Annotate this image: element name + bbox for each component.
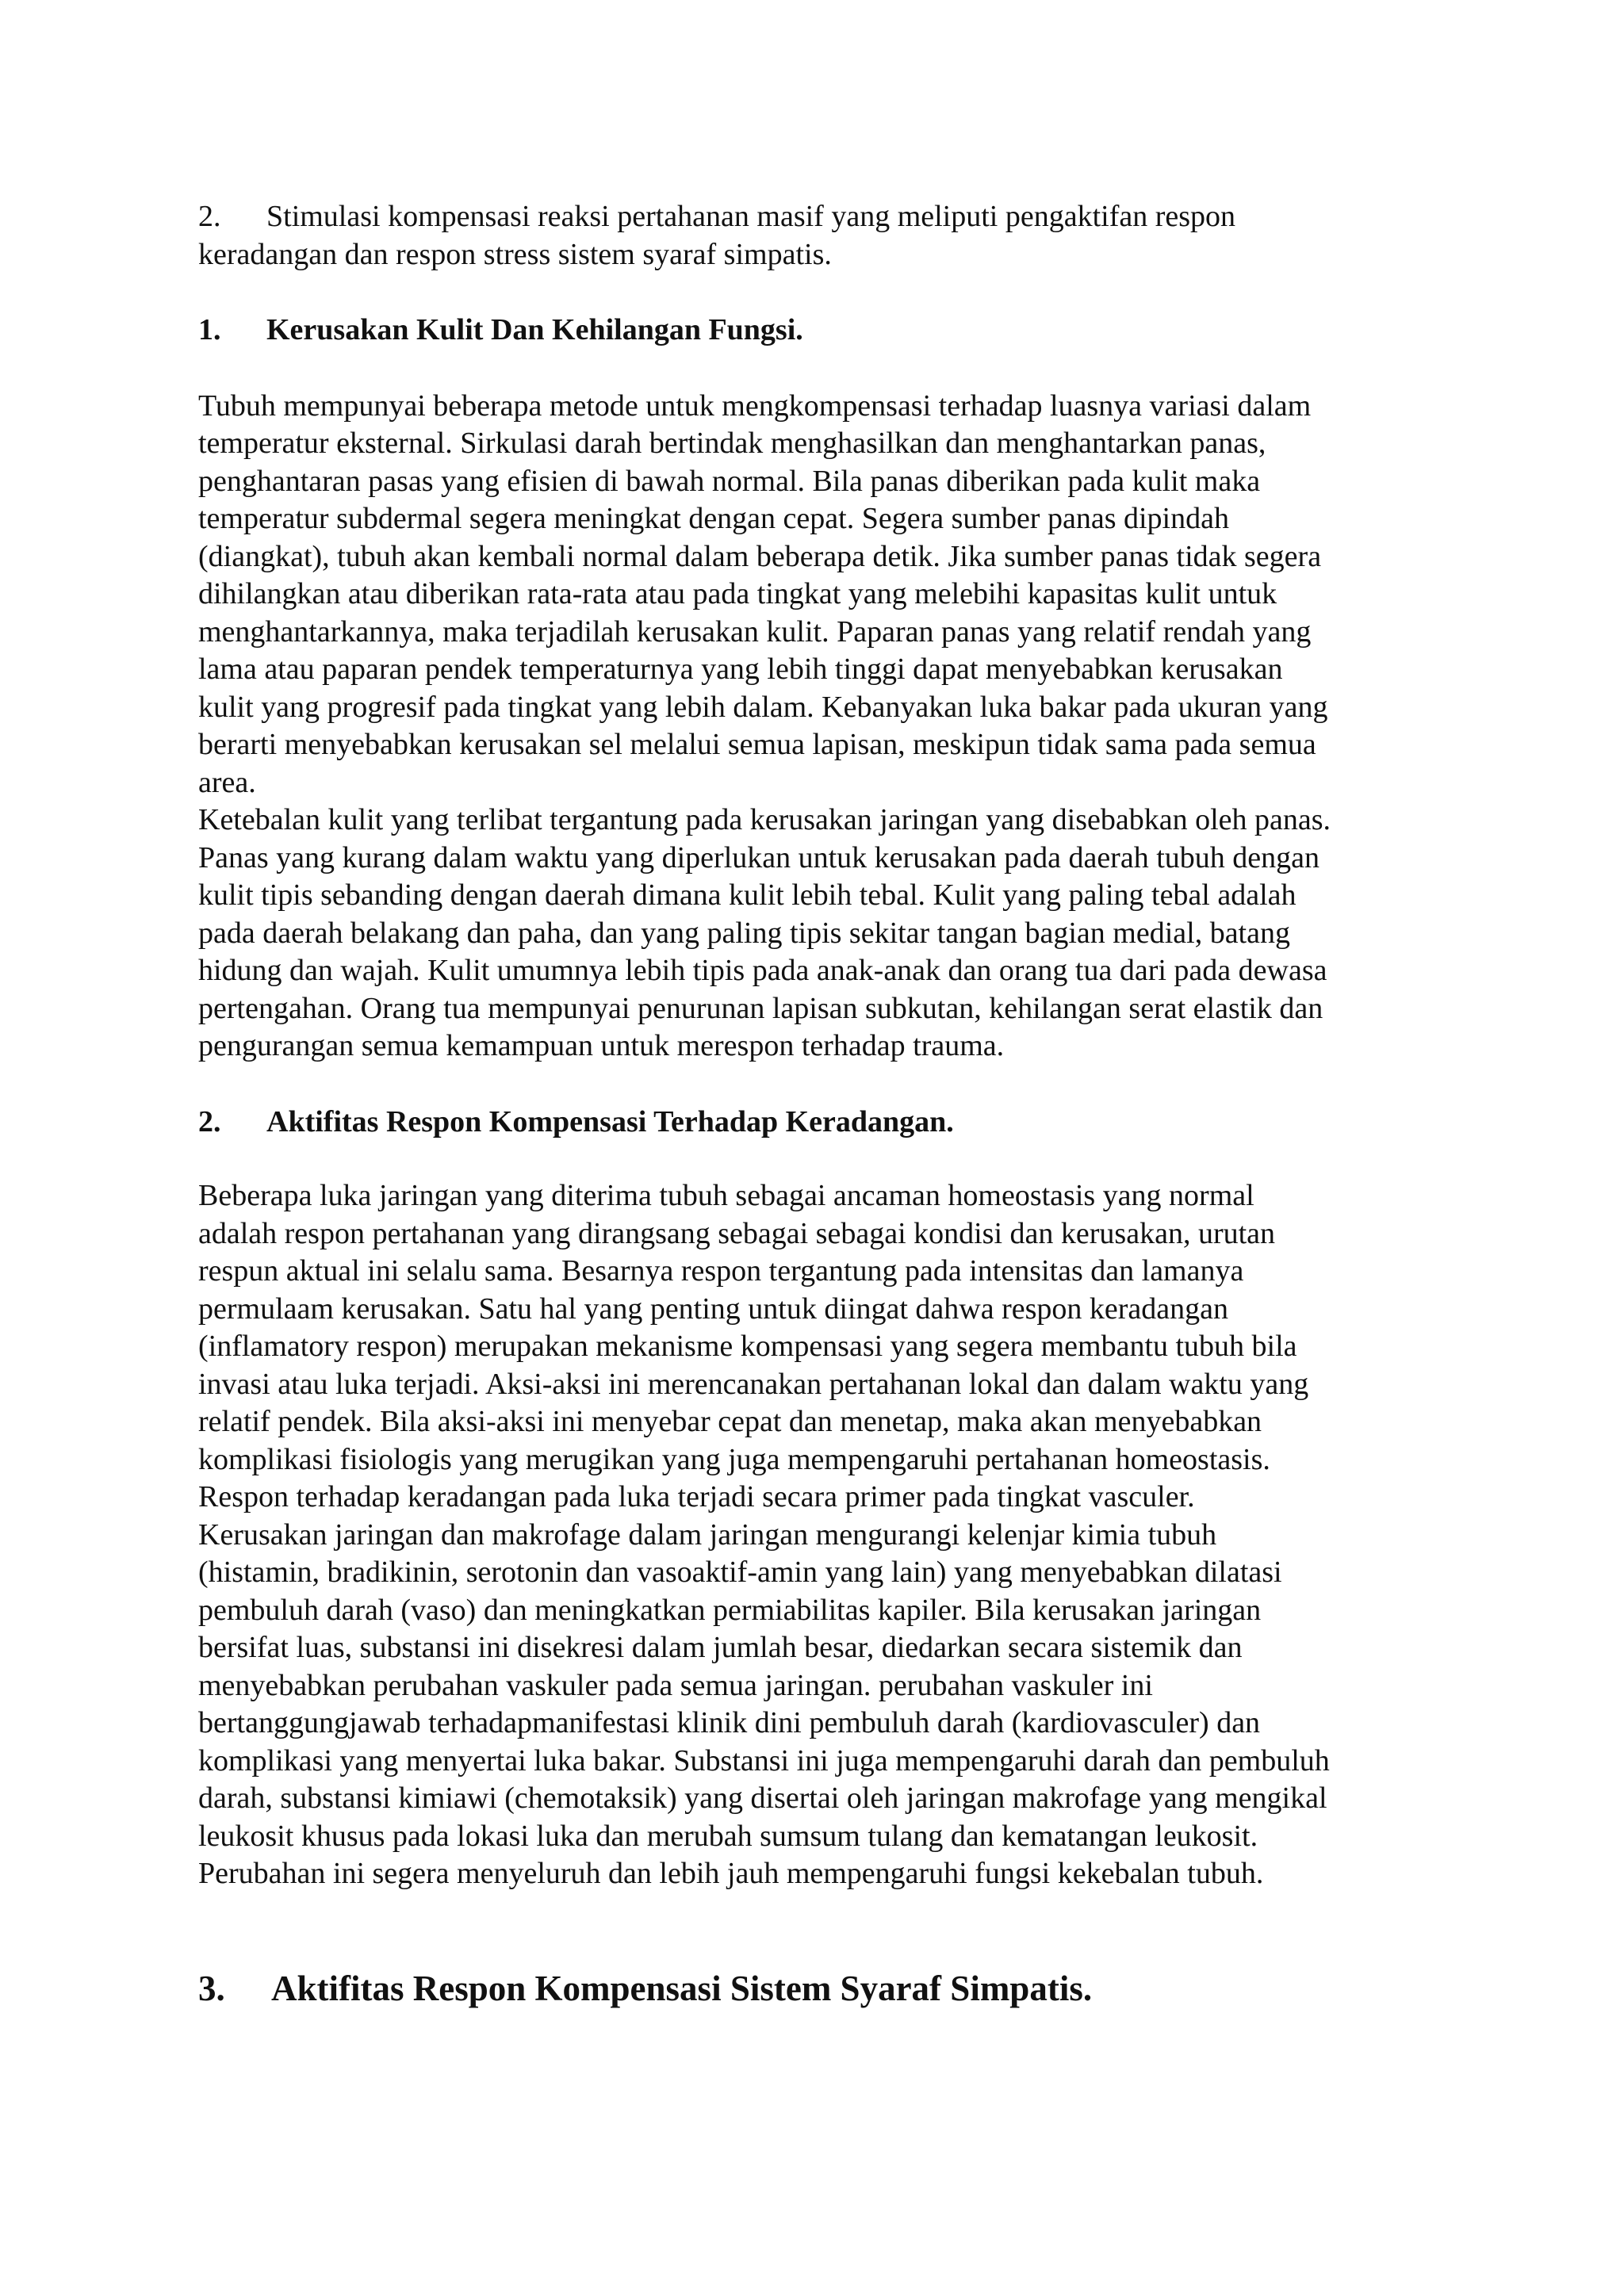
section-number: 3. [198,1968,225,2008]
text-line: kulit tipis sebanding dengan daerah dimana kulit lebih tebal. Kulit yang paling tebal adalah [198,878,1297,912]
text-line: temperatur eksternal. Sirkulasi darah bertindak menghasilkan dan menghantarkan panas, [198,427,1266,460]
section-number: 1. [198,313,221,346]
intro-number: 2. [198,200,221,233]
section-number: 2. [198,1104,221,1138]
text-line: temperatur subdermal segera meningkat dengan cepat. Segera sumber panas dipindah [198,502,1229,535]
text-line: hidung dan wajah. Kulit umumnya lebih tipis pada anak-anak dan orang tua dari pada dewasa [198,954,1327,987]
text-line: Perubahan ini segera menyeluruh dan lebih jauh mempengaruhi fungsi kekebalan tubuh. [198,1857,1264,1890]
section-2-heading [198,1104,1435,1142]
section-2-body [198,1177,1435,1893]
section-title: Aktifitas Respon Kompensasi Sistem Syaraf Simpatis. [271,1968,1093,2008]
text-line: lama atau paparan pendek temperaturnya yang lebih tinggi dapat menyebabkan kerusakan [198,652,1283,686]
text-line: respun aktual ini selalu sama. Besarnya respon tergantung pada intensitas dan lamanya [198,1254,1244,1288]
text-line: adalah respon pertahanan yang dirangsang sebagai sebagai kondisi dan kerusakan, urutan [198,1216,1276,1250]
section-title: Kerusakan Kulit Dan Kehilangan Fungsi. [266,313,803,346]
text-line: pertengahan. Orang tua mempunyai penurunan lapisan subkutan, kehilangan serat elastik dan [198,991,1323,1025]
section-1-body [198,388,1435,1066]
text-line: invasi atau luka terjadi. Aksi-aksi ini merencanakan pertahanan lokal dan dalam waktu yang [198,1367,1309,1401]
text-line: Ketebalan kulit yang terlibat tergantung pada kerusakan jaringan yang disebabkan oleh panas. [198,803,1331,836]
text-line: Beberapa luka jaringan yang diterima tubuh sebagai ancaman homeostasis yang normal [198,1179,1254,1212]
text-line: pengurangan semua kemampuan untuk merespon terhadap trauma. [198,1029,1005,1062]
text-line: relatif pendek. Bila aksi-aksi ini menyebar cepat dan menetap, maka akan menyebabkan [198,1405,1262,1438]
text-line: pembuluh darah (vaso) dan meningkatkan permiabilitas kapiler. Bila kerusakan jaringan [198,1593,1262,1627]
text-line: keradangan dan respon stress sistem syaraf simpatis. [198,237,832,271]
text-line: permulaam kerusakan. Satu hal yang penting untuk diingat dahwa respon keradangan [198,1292,1228,1326]
text-line: kulit yang progresif pada tingkat yang lebih dalam. Kebanyakan luka bakar pada ukuran yang [198,690,1328,724]
text-line: Tubuh mempunyai beberapa metode untuk mengkompensasi terhadap luasnya variasi dalam [198,388,1312,423]
text-line: darah, substansi kimiawi (chemotaksik) yang disertai oleh jaringan makrofage yang mengikal [198,1781,1327,1815]
text-line: bertanggungjawab terhadapmanifestasi klinik dini pembuluh darah (kardiovasculer) dan [198,1706,1261,1739]
document-page [198,198,1435,2011]
text-line: Respon terhadap keradangan pada luka terjadi secara primer pada tingkat vasculer. [198,1480,1195,1513]
text-line: Kerusakan jaringan dan makrofage dalam jaringan mengurangi kelenjar kimia tubuh [198,1517,1217,1552]
text-line: komplikasi yang menyertai luka bakar. Substansi ini juga mempengaruhi darah dan pembuluh [198,1743,1330,1777]
text-line: dihilangkan atau diberikan rata-rata atau pada tingkat yang melebihi kapasitas kulit untuk [198,577,1277,610]
text-line: (histamin, bradikinin, serotonin dan vasoaktif-amin yang lain) yang menyebabkan dilatasi [198,1556,1282,1589]
text-line: penghantaran pasas yang efisien di bawah normal. Bila panas diberikan pada kulit maka [198,464,1261,498]
section-1-heading [198,312,1435,350]
intro-paragraph [198,198,1435,274]
text-line: pada daerah belakang dan paha, dan yang paling tipis sekitar tangan bagian medial, batang [198,916,1290,950]
section-title: Aktifitas Respon Kompensasi Terhadap Keradangan. [266,1104,954,1138]
text-line: 2. Stimulasi kompensasi reaksi pertahanan masif yang meliputi pengaktifan respon [198,198,1435,236]
text-line: komplikasi fisiologis yang merugikan yang juga mempengaruhi pertahanan homeostasis. [198,1442,1270,1476]
text-line: bersifat luas, substansi ini disekresi dalam jumlah besar, diedarkan secara sistemik dan [198,1631,1243,1664]
text-line: (diangkat), tubuh akan kembali normal dalam beberapa detik. Jika sumber panas tidak segera [198,539,1322,573]
text-line: leukosit khusus pada lokasi luka dan merubah sumsum tulang dan kematangan leukosit. [198,1819,1258,1853]
text-line: menghantarkannya, maka terjadilah kerusakan kulit. Paparan panas yang relatif rendah yang [198,614,1312,649]
text-line: (inflamatory respon) merupakan mekanisme kompensasi yang segera membantu tubuh bila [198,1330,1297,1363]
text-line: area. [198,765,256,799]
text-line: Panas yang kurang dalam waktu yang diperlukan untuk kerusakan pada daerah tubuh dengan [198,840,1320,874]
text-line: menyebabkan perubahan vaskuler pada semua jaringan. perubahan vaskuler ini [198,1668,1153,1702]
section-3-heading [198,1966,1435,2011]
text-line: berarti menyebabkan kerusakan sel melalui semua lapisan, meskipun tidak sama pada semua [198,728,1316,761]
